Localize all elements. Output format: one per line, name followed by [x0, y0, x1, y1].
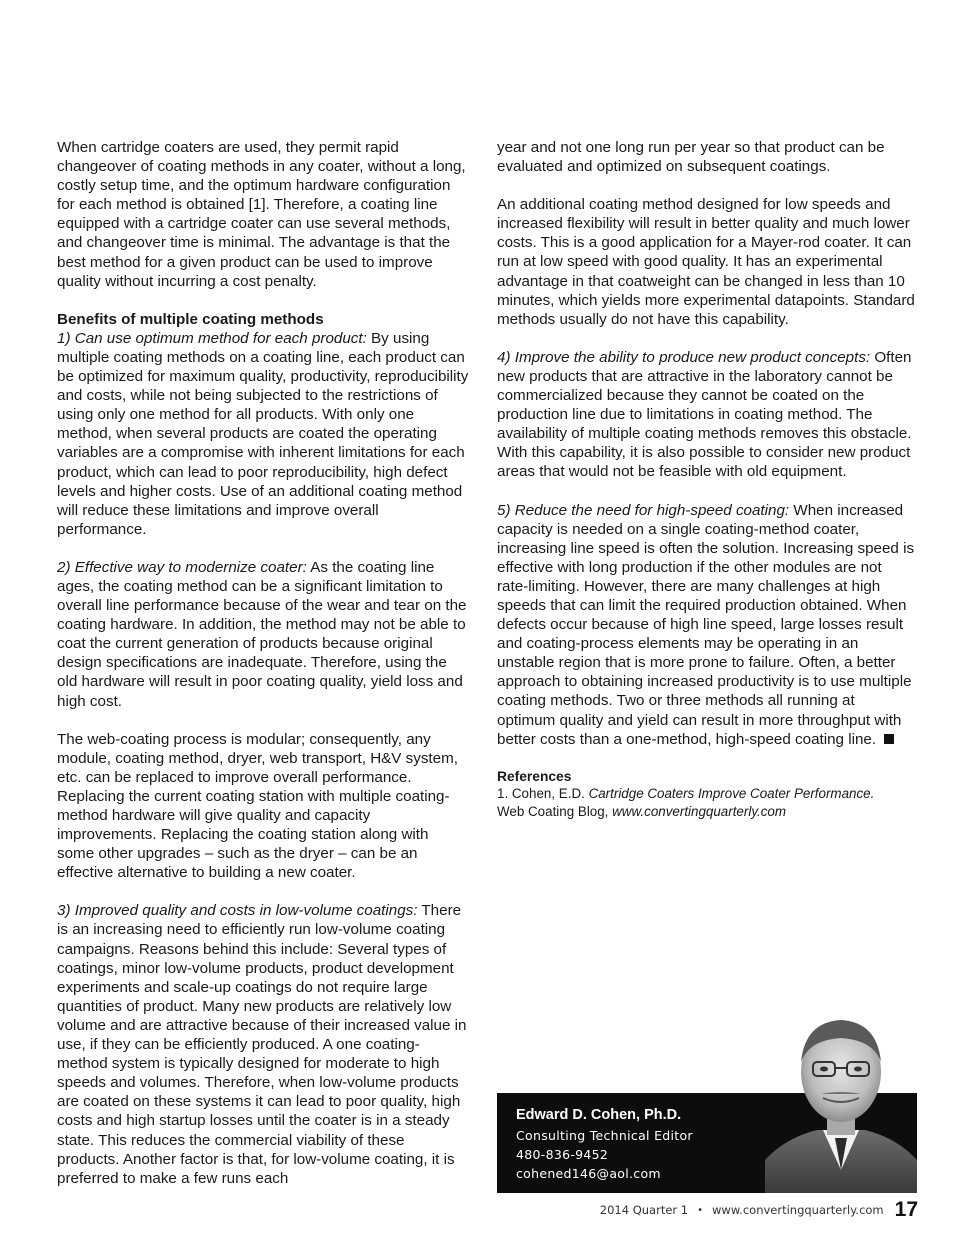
references-heading: References	[497, 768, 572, 784]
author-photo	[765, 1010, 917, 1193]
page-number: 17	[894, 1198, 918, 1221]
page-footer	[600, 1198, 918, 1222]
benefit-3-paragraph	[57, 901, 469, 1187]
benefit-5-text: When increased capacity is needed on a single coating-method coater, increasing line speed is often the solution. Increasing speed is effective with long production if the other modules are not rate-limiting. However, there are many challenges at high speeds that can limit the required production obtained. When defects occur because of high line speed, large losses result and coating-process elements may be operating in an unstable region that is more prone to failure. Often, a better approach to obtaining increased productivity is to use multiple coating methods. Two or three methods all running at optimum quality and yield can result in more throughput with better costs than a one-method, high-speed coating line.	[497, 501, 915, 748]
intro-paragraph: When cartridge coaters are used, they permit rapid changeover of coating methods in any coater, without a long, costly setup time, and the optimum hardware configuration for each method is obtained [1]. Therefore, a coating line equipped with a cartridge coater can use several methods, and changeover time is minimal. The advantage is that the best method for a given product can be used to improve quality without incurring a cost penalty.	[57, 139, 466, 290]
benefits-heading: Benefits of multiple coating methods	[57, 310, 324, 328]
continuation-paragraph: year and not one long run per year so that product can be evaluated and optimized on subsequent coatings.	[497, 139, 885, 176]
references	[497, 768, 917, 821]
benefit-1-text: By using multiple coating methods on a coating line, each product can be optimized for maximum quality, productivity, reproducibility and costs, while not being subjected to the restrictions of using only one method for all products. With only one method, when several products are coated the operating variables are a compromise with inherent limitations for each product, which can lead to poor reproducibility, high defect levels and higher costs. Use of an additional coating method will reduce these limitations and improve overall performance.	[57, 329, 469, 538]
additional-method-paragraph: An additional coating method designed for low speeds and increased flexibility will result in better quality and much lower costs. This is a good application for a Mayer-rod coater. It can run at low speed with good quality. It has an experimental advantage in that coatweight can be changed in less than 10 minutes, which yields more experimental datapoints. Standard methods usually do not have this capability.	[497, 196, 915, 328]
left-column	[57, 138, 469, 1207]
reference-1-title: Cartridge Coaters Improve Coater Performance.	[588, 786, 875, 802]
author-email[interactable]: cohened146@aol.com	[516, 1166, 661, 1181]
benefit-1-paragraph	[57, 310, 469, 539]
author-name: Edward D. Cohen, Ph.D.	[516, 1107, 682, 1123]
author-info	[516, 1104, 693, 1183]
footer-separator: •	[697, 1204, 704, 1216]
benefit-3-lead: 3) Improved quality and costs in low-volume coatings:	[57, 902, 418, 920]
author-phone: 480-836-9452	[516, 1147, 609, 1162]
benefit-4-paragraph	[497, 348, 917, 482]
reference-1-source: Web Coating Blog,	[497, 803, 613, 819]
reference-1-url[interactable]: www.convertingquarterly.com	[612, 803, 787, 819]
benefit-4-text: Often new products that are attractive in the laboratory cannot be commercialized because they cannot be coated on the production line due to limitations in coating method. The availability of multiple coating methods removes this obstacle. With this capability, it is also possible to consider new product areas that would not be feasible with old equipment.	[497, 348, 912, 481]
reference-1	[497, 785, 917, 820]
benefit-2-lead: 2) Effective way to modernize coater:	[57, 558, 307, 576]
footer-website[interactable]: www.convertingquarterly.com	[712, 1203, 884, 1217]
reference-1-prefix: 1. Cohen, E.D.	[497, 786, 589, 802]
benefit-3-text: There is an increasing need to efficiently run low-volume coating campaigns. Reasons behind this include: Several types of coatings, minor low-volume products, product development experiments and scale-up coatings do not require large quantities of product. Many new products are relatively low volume and are attractive because of their increased value in use, if they can be efficiently produced. A one coating-method system is typically designed for moderate to high speeds and volumes. Therefore, when low-volume products are coated on these systems it can lead to poor quality, high costs and high startup losses until the coater is in a steady state. This reduces the commercial viability of these products. Another factor is that, for low-volume coating, it is preferred to make a few runs each	[57, 902, 467, 1187]
benefit-2-text: As the coating line ages, the coating method can be a significant limitation to overall line performance because of the wear and tear on the coating hardware. In addition, the method may not be able to coat the current generation of products because original design specifications are inadequate. Therefore, using the old hardware will result in poor coating quality, yield loss and high cost.	[57, 558, 467, 710]
right-column	[497, 138, 917, 820]
footer-issue: 2014 Quarter 1	[599, 1203, 689, 1217]
benefit-2-paragraph	[57, 558, 469, 711]
benefit-4-lead: 4) Improve the ability to produce new product concepts:	[497, 348, 871, 366]
modular-paragraph: The web-coating process is modular; consequently, any module, coating method, dryer, web transport, H&V system, etc. can be replaced to improve overall performance. Replacing the current coating station with multiple coating-method hardware will give quality and capacity improvements. Replacing the coating station along with some other upgrades – such as the dryer – can be an effective alternative to building a new coater.	[57, 730, 458, 882]
end-mark-icon	[884, 734, 894, 744]
benefit-5-paragraph	[497, 501, 917, 749]
author-portrait-graphic	[765, 1010, 917, 1193]
benefit-5-lead: 5) Reduce the need for high-speed coating:	[497, 501, 790, 519]
author-title: Consulting Technical Editor	[516, 1128, 693, 1143]
benefit-1-lead: 1) Can use optimum method for each product:	[57, 329, 367, 347]
